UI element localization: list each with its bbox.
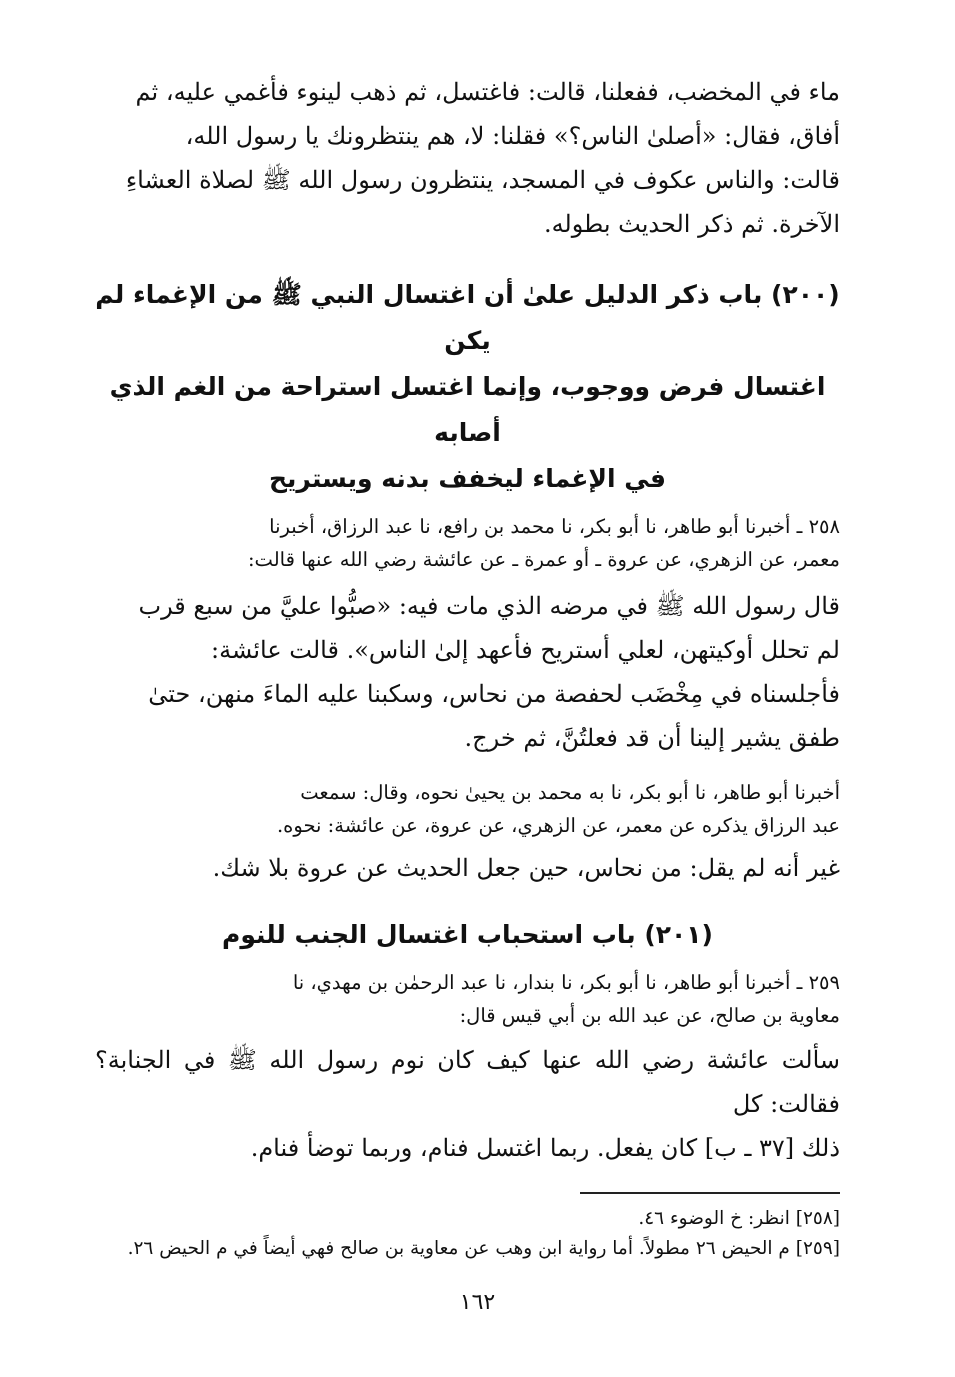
page-body [95, 70, 840, 1264]
text-line: قال رسول الله ﷺ في مرضه الذي مات فيه: «صبُّوا عليَّ من سبع قرب [138, 592, 840, 620]
chapter-200-heading [95, 272, 840, 502]
hadith-258-isnad [95, 510, 840, 576]
text-line: سألت عائشة رضي الله عنها كيف كان نوم رسول الله ﷺ في الجنابة؟ فقالت: كل [95, 1046, 840, 1118]
text-line: قالت: والناس عكوف في المسجد، ينتظرون رسول الله ﷺ لصلاة العشاءِ [125, 166, 840, 194]
text-line: ماء في المخضب، ففعلنا، قالت: فاغتسل، ثم ذهب لينوء فأغمي عليه، ثم [135, 78, 840, 106]
heading-line: اغتسال فرض ووجوب، وإنما اغتسل استراحة من الغم الذي أصابه [109, 372, 826, 447]
text-line: أفاق، فقال: «أصلىٰ الناس؟» فقلنا: لا، هم ينتظرونك يا رسول الله، [185, 122, 840, 150]
intro-paragraph [95, 70, 840, 246]
isnad-line: معاوية بن صالح، عن عبد الله بن أبي قيس قال: [459, 1004, 840, 1027]
footnote: [٢٥٩] م الحيض ٢٦ مطولاً. أما رواية ابن وهب عن معاوية بن صالح فهي أيضاً في م الحيض ٢٦. [127, 1238, 840, 1259]
text-line: لم تحلل أوكيتهن، لعلي أستريح فأعهد إلىٰ الناس». قالت عائشة: [211, 636, 840, 664]
text-line: ذلك [٣٧ ـ ب] كان يفعل. ربما اغتسل فنام، وربما توضأ فنام. [250, 1134, 840, 1162]
page-number: ١٦٢ [459, 1290, 496, 1315]
heading-line: في الإغماء ليخفف بدنه ويستريح [269, 464, 666, 493]
footnotes [95, 1204, 840, 1264]
isnad-line: ٢٥٩ ـ أخبرنا أبو طاهر، نا أبو بكر، نا بندار، نا عبد الرحمٰن بن مهدي، نا [292, 971, 840, 994]
text-line: الآخرة. ثم ذكر الحديث بطوله. [543, 210, 840, 238]
isnad-line: أخبرنا أبو طاهر، نا أبو بكر، نا به محمد بن يحيىٰ نحوه، وقال: سمعت [300, 781, 840, 804]
isnad-line: عبد الرزاق يذكره عن معمر، عن الزهري، عن عروة، عن عائشة: نحوه. [276, 814, 840, 837]
text-line: طفق يشير إلينا أن قد فعلتُنَّ، ثم خرج. [464, 724, 840, 752]
hadith-258-text [95, 584, 840, 760]
hadith-258-alt-isnad [95, 776, 840, 842]
hadith-259-isnad [95, 966, 840, 1032]
footnote-divider [580, 1192, 840, 1194]
chapter-201-heading: (٢٠١) باب استحباب اغتسال الجنب للنوم [222, 920, 713, 949]
footnote: [٢٥٨] انظر: خ الوضوء ٤٦. [638, 1208, 840, 1229]
isnad-line: ٢٥٨ ـ أخبرنا أبو طاهر، نا أبو بكر، نا محمد بن رافع، نا عبد الرزاق، أخبرنا [269, 515, 840, 538]
text-line: فأجلسناه في مِخْضَب لحفصة من نحاس، وسكبنا عليه الماءَ منهن، حتىٰ [148, 680, 840, 708]
hadith-258-note: غير أنه لم يقل: من نحاس، حين جعل الحديث عن عروة بلا شك. [212, 854, 840, 882]
heading-line: (٢٠٠) باب ذكر الدليل علىٰ أن اغتسال النبي ﷺ من الإغماء لم يكن [95, 280, 840, 355]
hadith-259-text [95, 1038, 840, 1170]
isnad-line: معمر، عن الزهري، عن عروة ـ أو عمرة ـ عن عائشة رضي الله عنها قالت: [247, 548, 840, 571]
